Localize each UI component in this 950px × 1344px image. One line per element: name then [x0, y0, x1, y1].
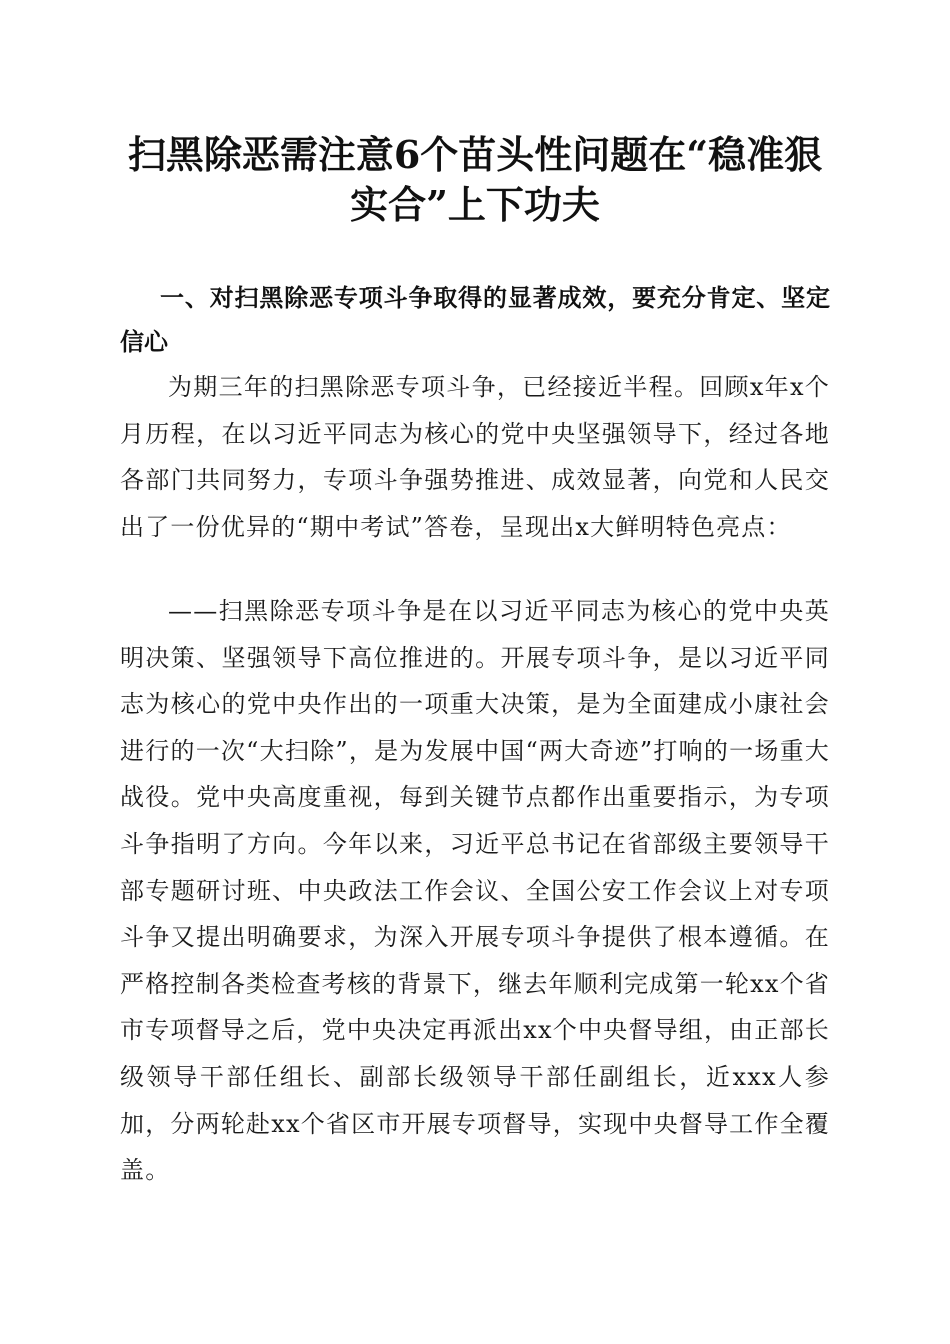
paragraph-intro: 为期三年的扫黑除恶专项斗争，已经接近半程。回顾x年x个月历程，在以习近平同志为核心的党中央坚强领导下，经过各地各部门共同努力，专项斗争强势推进、成效显著，向党和人民交出了一份优异的“期中考试”答卷，呈现出x大鲜明特色亮点： — [120, 373, 830, 541]
document-title: 扫黑除恶需注意6个苗头性问题在“稳准狠实合”上下功夫 — [127, 132, 823, 227]
paragraph-highlight-1: ——扫黑除恶专项斗争是在以习近平同志为核心的党中央英明决策、坚强领导下高位推进的。开展专项斗争，是以习近平同志为核心的党中央作出的一项重大决策，是为全面建成小康社会进行的一次“大扫除”，是为发展中国“两大奇迹”打响的一场重大战役。党中央高度重视，每到关键节点都作出重要指示，为专项斗争指明了方向。今年以来，习近平总书记在省部级主要领导干部专题研讨班、中央政法工作会议、全国公安工作会议上对专项斗争又提出明确要求，为深入开展专项斗争提供了根本遵循。在严格控制各类检查考核的背景下，继去年顺利完成第一轮xx个省市专项督导之后，党中央决定再派出xx个中央督导组，由正部长级领导干部任组长、副部长级领导干部任副组长，近xxx人参加，分两轮赴xx个省区市开展专项督导，实现中央督导工作全覆盖。 — [120, 597, 830, 1185]
section-heading: 一、对扫黑除恶专项斗争取得的显著成效，要充分肯定、坚定信心 — [120, 284, 830, 356]
